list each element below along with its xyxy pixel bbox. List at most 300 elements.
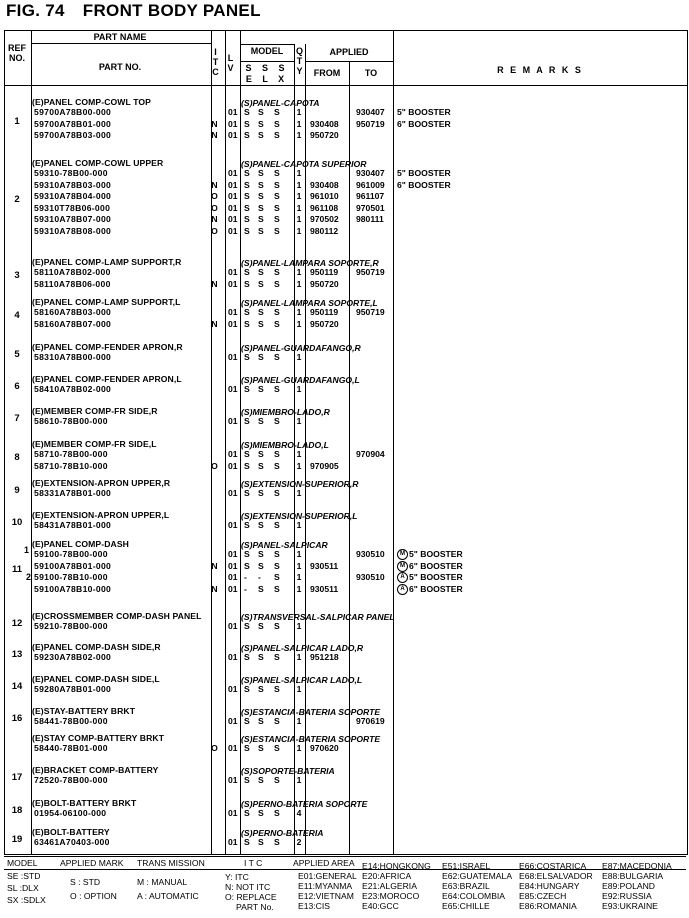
part-line — [5, 119, 687, 130]
model-sl: S — [258, 214, 264, 224]
legend — [4, 856, 686, 916]
sub-ref-number: 2 — [26, 572, 32, 582]
part-number: 58160A78B07-000 — [34, 318, 112, 329]
model-sx: S — [274, 837, 280, 847]
part-number: 59310A78B03-000 — [34, 179, 112, 190]
part-line — [5, 461, 687, 472]
part-name-spanish: (S)PANEL-GUARDAFANGO,R — [241, 343, 361, 353]
model-se: - — [244, 572, 247, 582]
remarks-text: 6" BOOSTER — [409, 560, 463, 571]
part-number: 63461A70403-000 — [34, 837, 110, 847]
model-se: S — [244, 837, 250, 847]
itc-code: N — [211, 560, 218, 571]
level-code: 01 — [228, 352, 238, 362]
model-sl: S — [258, 384, 264, 394]
model-se: S — [244, 318, 250, 329]
automatic-mark-icon: A — [397, 572, 408, 583]
itc-code: O — [211, 225, 218, 236]
part-name-spanish: (S)EXTENSION-SUPERIOR,R — [241, 479, 359, 489]
ref-number: 12 — [11, 618, 23, 629]
ref-number: 14 — [11, 681, 23, 692]
ref-number: 11 — [11, 564, 23, 575]
legend-itc-n: N: NOT ITC — [225, 882, 271, 892]
automatic-mark-icon: A — [397, 584, 408, 595]
model-sl: S — [258, 191, 264, 201]
model-sx: S — [274, 572, 280, 582]
model-se: S — [244, 225, 250, 236]
model-sl: - — [258, 572, 261, 582]
part-name-spanish: (S)PANEL-LAMPARA SOPORTE,L — [241, 298, 378, 308]
part-group — [5, 97, 687, 146]
remarks-text: 5" BOOSTER — [409, 549, 463, 559]
part-name-spanish: (S)MIEMBRO-LADO,L — [241, 440, 329, 450]
model-sl: S — [258, 837, 264, 847]
applied-from: 950119 — [310, 267, 339, 277]
part-number: 59310-78B00-000 — [34, 168, 108, 178]
area-e89: E89:POLAND — [602, 881, 656, 891]
part-line — [5, 214, 687, 225]
part-name-spanish: (S)PANEL-GUARDAFANGO,L — [241, 375, 360, 385]
model-sl: S — [258, 549, 264, 559]
part-name-spanish: (S)TRANSVERSAL-SALPICAR PANEL — [241, 612, 395, 622]
part-line — [5, 279, 687, 290]
model-sx: S — [274, 225, 280, 236]
page-title — [6, 1, 261, 21]
model-sx: S — [274, 549, 280, 559]
model-sl: S — [258, 775, 264, 785]
part-group — [5, 706, 687, 732]
applied-from: 970905 — [310, 460, 339, 471]
area-e63: E63:BRAZIL — [442, 881, 490, 891]
part-name-spanish: (S)PERNO-BATERIA SOPORTE — [241, 799, 368, 809]
part-name: (E)PANEL COMP-FENDER APRON,R — [32, 342, 183, 352]
quantity: 1 — [296, 118, 302, 129]
ref-number: 9 — [14, 485, 20, 496]
part-name: (E)MEMBER COMP-FR SIDE,L — [32, 439, 157, 449]
header-model-row2: E L X — [245, 74, 289, 84]
part-line — [5, 572, 687, 583]
part-number: 59700A78B03-000 — [34, 130, 112, 140]
part-number: 59100A78B01-000 — [34, 560, 112, 571]
level-code: 01 — [228, 214, 238, 224]
quantity: 1 — [296, 202, 302, 213]
area-e51: E51:ISRAEL — [442, 861, 491, 871]
part-number: 58440-78B01-000 — [34, 743, 108, 753]
model-sx: S — [274, 118, 280, 129]
itc-code: O — [211, 460, 218, 471]
itc-code: N — [211, 179, 218, 190]
header-qty: Q T Y — [295, 46, 303, 76]
quantity: 1 — [296, 107, 302, 117]
part-line — [5, 226, 687, 237]
part-number: 59100A78B10-000 — [34, 583, 112, 594]
remarks-text: 6" BOOSTER — [409, 583, 463, 594]
part-number: 59310T78B06-000 — [34, 202, 111, 213]
applied-to: 961107 — [356, 191, 385, 201]
level-code: 01 — [228, 179, 238, 190]
part-group — [5, 257, 687, 294]
part-name-spanish: (S)PANEL-SALPICAR LADO,L — [241, 675, 363, 685]
ref-number: 19 — [11, 834, 23, 845]
part-line — [5, 307, 687, 318]
applied-to: 970904 — [356, 449, 385, 459]
itc-code: N — [211, 278, 218, 289]
applied-to: 970619 — [356, 716, 385, 726]
model-se: S — [244, 384, 250, 394]
level-code: 01 — [228, 107, 238, 117]
part-line — [5, 416, 687, 427]
area-e62: E62:GUATEMALA — [442, 871, 513, 881]
level-code: 01 — [228, 652, 238, 662]
area-e21: E21:ALGERIA — [362, 881, 417, 891]
area-e85: E85:CZECH — [519, 891, 567, 901]
remarks-text: 5" BOOSTER — [397, 107, 451, 117]
applied-from: 961010 — [310, 191, 339, 201]
part-line — [5, 180, 687, 191]
area-e84: E84:HUNGARY — [519, 881, 580, 891]
part-number: 58410A78B02-000 — [34, 384, 112, 394]
part-name: (E)PANEL COMP-DASH SIDE,R — [32, 642, 161, 652]
quantity: 1 — [296, 549, 302, 559]
model-se: S — [244, 520, 250, 530]
ref-number: 16 — [11, 713, 23, 724]
model-se: S — [244, 307, 250, 317]
legend-se: SE :STD — [7, 871, 41, 881]
ref-number: 5 — [14, 349, 20, 360]
area-e92: E92:RUSSIA — [602, 891, 652, 901]
part-group — [5, 798, 687, 824]
part-name: (E)STAY COMP-BATTERY BRKT — [32, 733, 165, 743]
applied-from: 970620 — [310, 743, 339, 753]
quantity: 1 — [296, 168, 302, 178]
model-sl: S — [258, 449, 264, 459]
model-sl: S — [258, 520, 264, 530]
part-group — [5, 439, 687, 476]
part-line — [5, 520, 687, 531]
model-sx: S — [274, 808, 280, 818]
applied-to: 970501 — [356, 202, 385, 213]
part-number: 58110A78B02-000 — [34, 267, 111, 277]
model-sl: S — [258, 318, 264, 329]
model-sl: S — [258, 107, 264, 117]
manual-mark-icon: M — [397, 561, 408, 572]
quantity: 1 — [296, 775, 302, 785]
quantity: 1 — [296, 583, 302, 594]
model-se: S — [244, 549, 250, 559]
part-line — [5, 449, 687, 460]
quantity: 1 — [296, 488, 302, 498]
part-name: (E)BOLT-BATTERY — [32, 827, 110, 837]
remarks-text: 6" BOOSTER — [397, 118, 451, 129]
part-name-spanish: (S)PANEL-LAMPARA SOPORTE,R — [241, 258, 379, 268]
level-code: 01 — [228, 225, 238, 236]
applied-to: 950719 — [356, 307, 385, 317]
itc-code: N — [211, 214, 218, 224]
quantity: 1 — [296, 520, 302, 530]
part-group — [5, 478, 687, 504]
quantity: 1 — [296, 307, 302, 317]
level-code: 01 — [228, 743, 238, 753]
quantity: 1 — [296, 716, 302, 726]
model-sx: S — [274, 267, 280, 277]
level-code: 01 — [228, 118, 238, 129]
model-se: S — [244, 214, 250, 224]
quantity: 1 — [296, 384, 302, 394]
area-e93: E93:UKRAINE — [602, 901, 658, 911]
part-name: (E)PANEL COMP-LAMP SUPPORT,R — [32, 257, 182, 267]
model-se: S — [244, 352, 250, 362]
model-se: S — [244, 267, 250, 277]
applied-to: 961009 — [356, 179, 385, 190]
header-ref-no: REF NO. — [8, 43, 26, 63]
header-model-row1: S S S — [245, 63, 289, 73]
model-sl: S — [258, 583, 264, 594]
model-se: S — [244, 775, 250, 785]
model-sl: S — [258, 652, 264, 662]
part-number: 58610-78B00-000 — [34, 416, 108, 426]
part-number: 58710-78B00-000 — [34, 449, 108, 459]
part-number: 58441-78B00-000 — [34, 716, 108, 726]
model-sl: S — [258, 416, 264, 426]
model-sx: S — [274, 416, 280, 426]
area-e66: E66:COSTARICA — [519, 861, 587, 871]
level-code: 01 — [228, 460, 238, 471]
area-e86: E86:ROMANIA — [519, 901, 577, 911]
quantity: 1 — [296, 416, 302, 426]
legend-sx: SX :SDLX — [7, 895, 46, 905]
model-se: S — [244, 107, 250, 117]
part-number: 58710-78B10-000 — [34, 460, 108, 471]
level-code: 01 — [228, 520, 238, 530]
model-sl: S — [258, 488, 264, 498]
model-sl: S — [258, 307, 264, 317]
level-code: 01 — [228, 416, 238, 426]
part-line — [5, 716, 687, 727]
model-se: S — [244, 449, 250, 459]
applied-to: 930407 — [356, 107, 385, 117]
part-name: (E)CROSSMEMBER COMP-DASH PANEL — [32, 611, 202, 621]
ref-number: 1 — [14, 116, 20, 127]
model-sx: S — [274, 384, 280, 394]
part-name-spanish: (S)PANEL-SALPICAR LADO,R — [241, 643, 364, 653]
legend-area-header: APPLIED AREA — [293, 858, 355, 868]
remarks — [397, 107, 451, 117]
part-name: (E)BOLT-BATTERY BRKT — [32, 798, 137, 808]
applied-to: 930407 — [356, 168, 385, 178]
level-code: 01 — [228, 560, 238, 571]
header-remarks: R E M A R K S — [497, 65, 583, 75]
quantity: 1 — [296, 318, 302, 329]
ref-number: 6 — [14, 381, 20, 392]
part-group — [5, 674, 687, 700]
itc-code: N — [211, 130, 218, 140]
applied-to: 950719 — [356, 118, 385, 129]
model-sx: S — [274, 621, 280, 631]
area-e23: E23:MOROCO — [362, 891, 420, 901]
applied-from: 930511 — [310, 583, 339, 594]
applied-to: 930510 — [356, 549, 385, 559]
ref-number: 8 — [14, 452, 20, 463]
part-name-spanish: (S)MIEMBRO-LADO,R — [241, 407, 330, 417]
part-name: (E)EXTENSION-APRON UPPER,R — [32, 478, 171, 488]
model-sx: S — [274, 179, 280, 190]
part-group — [5, 765, 687, 791]
area-e68: E68:ELSALVADOR — [519, 871, 593, 881]
remarks — [397, 180, 451, 190]
applied-from: 950720 — [310, 130, 339, 140]
legend-sl: SL :DLX — [7, 883, 39, 893]
quantity: 2 — [296, 837, 302, 847]
model-se: S — [244, 278, 250, 289]
level-code: 01 — [228, 191, 238, 201]
header-lv: L V — [227, 53, 234, 73]
header-from: FROM — [313, 68, 341, 78]
model-sx: S — [274, 202, 280, 213]
part-group — [5, 297, 687, 334]
applied-from: 930408 — [310, 179, 339, 190]
part-number: 59100-78B10-000 — [34, 572, 108, 582]
model-se: S — [244, 168, 250, 178]
part-number: 59310A78B08-000 — [34, 225, 112, 236]
part-line — [5, 808, 687, 819]
applied-from: 951218 — [310, 652, 339, 662]
itc-code: O — [211, 202, 218, 213]
sub-ref-number: 1 — [24, 545, 30, 555]
quantity: 1 — [296, 621, 302, 631]
figure-number: FIG. 74 — [6, 1, 65, 20]
quantity: 1 — [296, 449, 302, 459]
model-se: S — [244, 716, 250, 726]
part-name: (E)PANEL COMP-LAMP SUPPORT,L — [32, 297, 181, 307]
level-code: 01 — [228, 278, 238, 289]
quantity: 1 — [296, 460, 302, 471]
ref-number: 18 — [11, 805, 23, 816]
itc-code: N — [211, 118, 218, 129]
figure-title: FRONT BODY PANEL — [82, 1, 261, 20]
part-number: 59310A78B07-000 — [34, 214, 112, 224]
ref-number: 13 — [11, 649, 23, 660]
remarks-text: 5" BOOSTER — [409, 572, 463, 582]
part-line — [5, 775, 687, 786]
part-number: 58310A78B00-000 — [34, 352, 112, 362]
part-number: 58110A78B06-000 — [34, 278, 111, 289]
model-sx: S — [274, 684, 280, 694]
remarks — [397, 584, 463, 595]
level-code: 01 — [228, 621, 238, 631]
remarks-text: 6" BOOSTER — [397, 179, 451, 190]
model-sx: S — [274, 214, 280, 224]
remarks — [397, 561, 463, 572]
applied-from: 930511 — [310, 560, 339, 571]
ref-number: 7 — [14, 413, 20, 424]
part-number: 72520-78B00-000 — [34, 775, 108, 785]
legend-applied-mark-header: APPLIED MARK — [60, 858, 124, 868]
header-applied: APPLIED — [329, 47, 369, 57]
part-group — [5, 158, 687, 241]
model-sx: S — [274, 307, 280, 317]
applied-from: 950119 — [310, 307, 339, 317]
quantity: 1 — [296, 278, 302, 289]
part-line — [5, 561, 687, 572]
part-name: (E)PANEL COMP-DASH SIDE,L — [32, 674, 160, 684]
level-code: 01 — [228, 202, 238, 213]
part-number: 01954-06100-000 — [34, 808, 107, 818]
part-group — [5, 342, 687, 368]
applied-to: 980111 — [356, 214, 384, 224]
model-sl: S — [258, 202, 264, 213]
model-se: S — [244, 179, 250, 190]
ref-number: 10 — [11, 517, 23, 528]
level-code: 01 — [228, 318, 238, 329]
ref-number: 17 — [11, 772, 23, 783]
part-name: (E)MEMBER COMP-FR SIDE,R — [32, 406, 158, 416]
level-code: 01 — [228, 267, 238, 277]
model-sx: S — [274, 652, 280, 662]
model-sl: S — [258, 267, 264, 277]
model-sx: S — [274, 318, 280, 329]
model-se: S — [244, 743, 250, 753]
itc-code: O — [211, 191, 218, 201]
model-sx: S — [274, 520, 280, 530]
area-e40: E40:GCC — [362, 901, 399, 911]
quantity: 1 — [296, 179, 302, 190]
area-e64: E64:COLOMBIA — [442, 891, 506, 901]
model-sl: S — [258, 716, 264, 726]
ref-number: 4 — [14, 310, 20, 321]
model-se: S — [244, 130, 250, 140]
header-itc: I T C — [212, 47, 219, 77]
part-line — [5, 488, 687, 499]
part-line — [5, 168, 687, 179]
model-sx: S — [274, 352, 280, 362]
model-se: S — [244, 118, 250, 129]
legend-option: O : OPTION — [70, 891, 117, 901]
legend-std: S : STD — [70, 877, 101, 887]
level-code: 01 — [228, 549, 238, 559]
model-sx: S — [274, 191, 280, 201]
applied-from: 980112 — [310, 225, 339, 236]
level-code: 01 — [228, 384, 238, 394]
part-group — [5, 642, 687, 668]
level-code: 01 — [228, 837, 238, 847]
area-e11: E11:MYANMA — [298, 881, 353, 891]
model-sl: S — [258, 118, 264, 129]
model-sx: S — [274, 449, 280, 459]
quantity: 1 — [296, 684, 302, 694]
level-code: 01 — [228, 488, 238, 498]
model-se: S — [244, 684, 250, 694]
part-number: 59280A78B01-000 — [34, 684, 112, 694]
area-e87: E87:MACEDONIA — [602, 861, 672, 871]
applied-to: 950719 — [356, 267, 385, 277]
model-sl: S — [258, 130, 264, 140]
area-e12: E12:VIETNAM — [298, 891, 354, 901]
part-name: (E)EXTENSION-APRON UPPER,L — [32, 510, 170, 520]
remarks — [397, 572, 463, 583]
part-number: 59310A78B04-000 — [34, 191, 112, 201]
part-name-spanish: (S)PANEL-CAPOTA SUPERIOR — [241, 159, 367, 169]
part-group — [5, 539, 687, 599]
part-group — [5, 733, 687, 759]
header-model: MODEL — [250, 46, 284, 56]
model-sl: S — [258, 684, 264, 694]
part-line — [5, 743, 687, 754]
quantity: 1 — [296, 743, 302, 753]
part-line — [5, 267, 687, 278]
part-line — [5, 684, 687, 695]
model-sx: S — [274, 743, 280, 753]
header-to: TO — [364, 68, 378, 78]
